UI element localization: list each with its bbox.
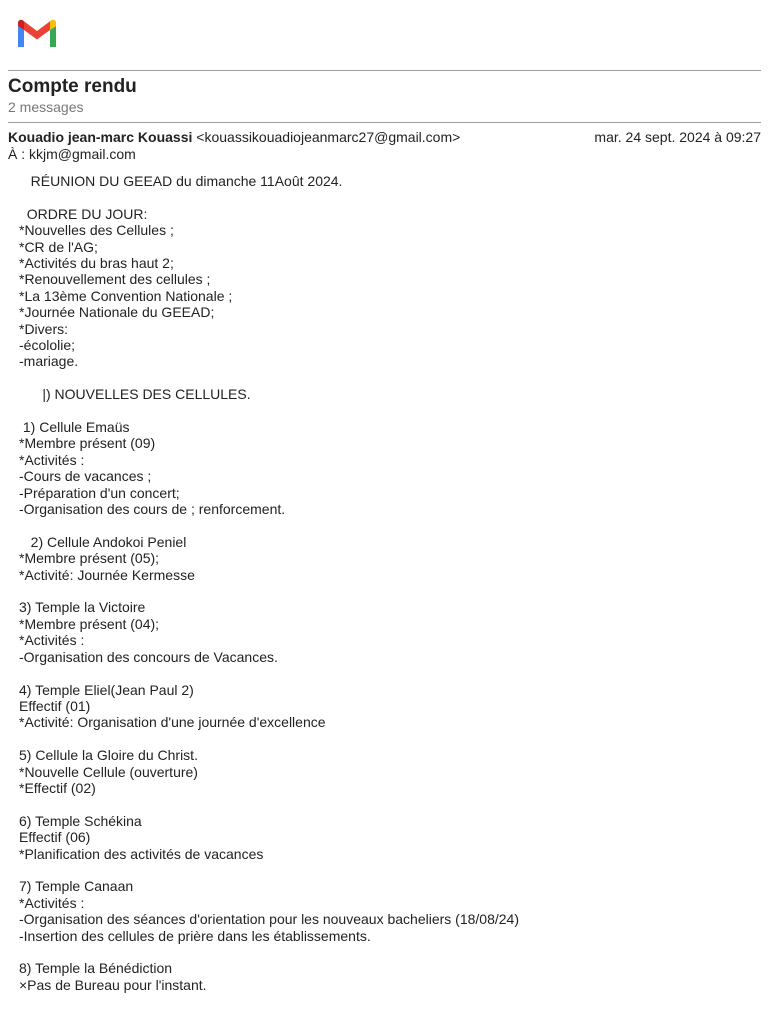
body-line: *Activités : [19,451,85,468]
body-line [19,862,759,878]
sender-name: Kouadio jean-marc Kouassi [8,129,193,145]
header-divider [8,70,761,71]
body-line: *Activité: Organisation d'une journée d'excellence [19,714,326,731]
body-line: -Organisation des cours de ; renforcement. [19,501,286,518]
sender [8,129,460,145]
body-line: -Organisation des concours de Vacances. [19,648,278,665]
message-body [19,173,759,993]
thread-subject: Compte rendu [8,76,137,97]
subject-divider [8,122,761,123]
body-line: 7) Temple Canaan [19,878,134,895]
body-line: *Activité: Journée Kermesse [19,566,195,583]
body-line: *Planification des activités de vacances [19,845,264,862]
body-line: RÉUNION DU GEEAD du dimanche 11Août 2024. [19,173,343,189]
recipient-line [8,146,136,162]
body-line [19,403,759,419]
body-line: -Préparation d'un concert; [19,484,180,501]
body-line: 8) Temple la Bénédiction [19,960,173,977]
to-label: À : [8,146,30,162]
body-line: |) NOUVELLES DES CELLULES. [19,386,251,403]
message-count: 2 messages [8,99,84,115]
body-line: 6) Temple Schékina [19,812,142,829]
body-line: *Membre présent (09) [19,435,156,452]
body-line: *Nouvelles des Cellules ; [19,222,174,239]
body-line: Effectif (01) [19,697,91,714]
body-line: 3) Temple la Victoire [19,599,146,616]
sender-email[interactable]: <kouassikouadiojeanmarc27@gmail.com> [196,129,461,145]
body-line: *Divers: [19,320,69,337]
body-line: *Journée Nationale du GEEAD; [19,304,215,321]
body-line [19,583,759,599]
body-line: *Membre présent (04); [19,615,160,632]
recipient-email[interactable]: kkjm@gmail.com [29,146,136,162]
body-line: -mariage. [19,353,79,370]
body-line: *Activités : [19,632,85,649]
body-line: -Organisation des séances d'orientation pour les nouveaux bacheliers (18/08/24) [19,911,519,928]
body-line: *La 13ème Convention Nationale ; [19,287,233,304]
body-line [19,944,759,960]
gmail-logo-icon [16,18,58,50]
body-line: *Activités du bras haut 2; [19,255,174,272]
body-line: 4) Temple Eliel(Jean Paul 2) [19,681,194,698]
body-line: -Cours de vacances ; [19,468,152,485]
body-line: *Effectif (02) [19,779,96,796]
body-line [19,189,759,205]
body-line: 5) Cellule la Gloire du Christ. [19,747,198,764]
body-line: *Activités : [19,894,85,911]
body-line: 1) Cellule Emaüs [19,419,130,436]
body-line: ORDRE DU JOUR: [19,205,148,222]
body-line: *Nouvelle Cellule (ouverture) [19,763,198,780]
message-date: mar. 24 sept. 2024 à 09:27 [594,129,761,145]
body-line: Effectif (06) [19,829,91,846]
body-line: 2) Cellule Andokoi Peniel [19,533,187,550]
body-line [19,517,759,533]
body-line: *Membre présent (05); [19,550,160,567]
body-line [19,665,759,681]
body-line [19,796,759,812]
body-line [19,370,759,386]
body-line: -Insertion des cellules de prière dans les établissements. [19,927,371,944]
body-line [19,731,759,747]
body-line: *CR de l'AG; [19,238,98,255]
body-line: ×Pas de Bureau pour l'instant. [19,976,207,993]
body-line: -écololie; [19,337,76,354]
body-line: *Renouvellement des cellules ; [19,271,211,288]
